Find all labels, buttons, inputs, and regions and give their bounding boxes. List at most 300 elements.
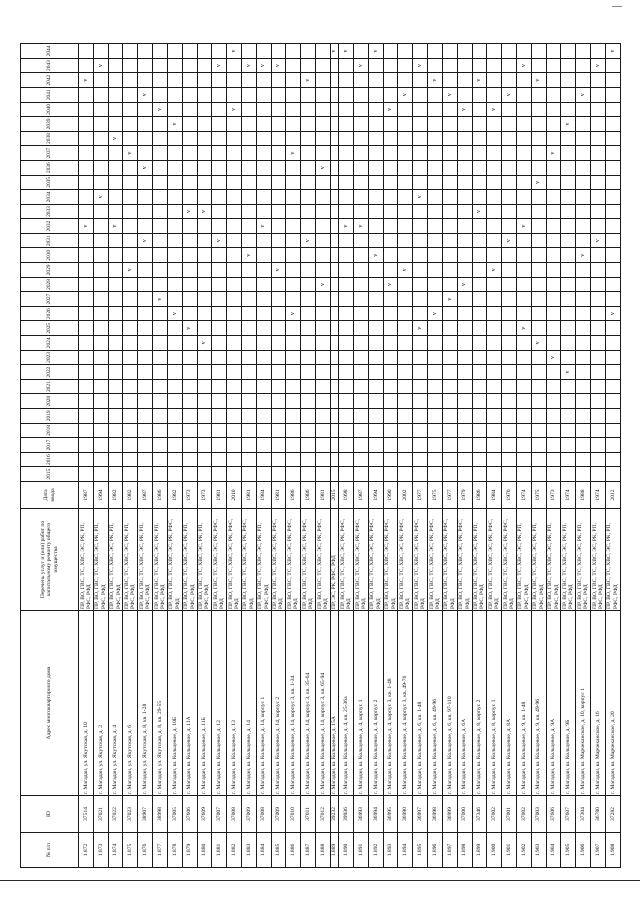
year-cell-2035 [339, 175, 354, 190]
year-cell-2016 [167, 452, 182, 467]
year-cell-2025 [502, 321, 517, 336]
year-cell-2021 [79, 379, 94, 394]
year-cell-2038 [531, 131, 546, 146]
table-row [138, 44, 153, 868]
address-cell: г. Магадан, ш. Кольцевое, д. 9Б [561, 611, 576, 796]
commission-date-cell: 1979 [457, 482, 472, 509]
house-id-cell: 37606 [546, 796, 561, 833]
services-cell: ПР, ВО, ГВС, ТС, ХВС, ЭС, РК, РФС, РФД [212, 509, 227, 611]
year-cell-2039 [286, 117, 301, 132]
year-cell-2032 [167, 219, 182, 234]
year-cell-2026 [605, 306, 620, 321]
year-cell-2019 [138, 409, 153, 424]
year-cell-2041 [605, 87, 620, 102]
year-cell-2018 [271, 423, 286, 438]
services-cell: ПР, ВО, ГВС, ТС, ХВС, ЭС, РК, РП, РФС, РФД [472, 509, 487, 611]
year-cell-2025 [428, 321, 443, 336]
year-cell-2037 [398, 146, 413, 161]
header-year-2016: 2016 [21, 452, 79, 467]
year-cell-2031 [330, 233, 338, 248]
year-cell-2023 [457, 350, 472, 365]
year-cell-2035 [605, 175, 620, 190]
year-cell-2029 [339, 263, 354, 278]
year-cell-2025 [413, 321, 428, 336]
year-cell-2030 [368, 248, 383, 263]
year-cell-2024 [330, 336, 338, 351]
services-cell: ПР, ВО, ГВС, ТС, ХВС, ЭС, РК, РФС, РФД [354, 509, 369, 611]
repair-mark: v [201, 210, 208, 214]
year-cell-2031 [138, 233, 153, 248]
repair-mark: v [290, 312, 297, 316]
year-cell-2020 [212, 394, 227, 409]
year-cell-2015 [546, 467, 561, 482]
year-cell-2028 [167, 277, 182, 292]
year-cell-2015 [271, 467, 286, 482]
year-cell-2018 [108, 423, 123, 438]
row-number-cell: 1.875 [123, 833, 138, 868]
year-cell-2036 [398, 160, 413, 175]
year-cell-2022 [212, 365, 227, 380]
year-cell-2035 [256, 175, 271, 190]
year-cell-2020 [93, 394, 108, 409]
year-cell-2034 [561, 190, 576, 205]
year-cell-2023 [330, 350, 338, 365]
year-cell-2035 [561, 175, 576, 190]
commission-date-cell: 1994 [368, 482, 383, 509]
year-cell-2016 [502, 452, 517, 467]
year-cell-2044 [457, 44, 472, 59]
year-cell-2031 [301, 233, 316, 248]
header-year-2034: 2034 [21, 190, 79, 205]
year-cell-2027 [339, 292, 354, 307]
year-cell-2025 [561, 321, 576, 336]
year-cell-2030 [330, 248, 338, 263]
year-cell-2039 [502, 117, 517, 132]
address-cell: г. Магадан, ш. Кольцевое, д. 6, кв. 97-110 [442, 611, 457, 796]
year-cell-2037 [123, 146, 138, 161]
year-cell-2029 [442, 263, 457, 278]
house-id-cell: 37346 [472, 796, 487, 833]
year-cell-2034 [531, 190, 546, 205]
commission-date-cell: 1986 [153, 482, 168, 509]
year-cell-2042 [368, 73, 383, 88]
year-cell-2022 [383, 365, 398, 380]
year-cell-2037 [167, 146, 182, 161]
house-id-cell: 39232 [330, 796, 338, 833]
year-cell-2043 [561, 58, 576, 73]
commission-date-cell: 1982 [123, 482, 138, 509]
house-id-cell: 37011 [301, 796, 316, 833]
year-cell-2029 [383, 263, 398, 278]
year-cell-2020 [576, 394, 591, 409]
services-cell: ПР, ВО, ГВС, ТС, ХВС, ЭС, РК, РП, РФС, РФД [182, 509, 197, 611]
year-cell-2036 [227, 160, 242, 175]
year-cell-2028 [561, 277, 576, 292]
year-cell-2036 [182, 160, 197, 175]
year-cell-2044 [354, 44, 369, 59]
repair-mark: v [594, 64, 601, 68]
year-cell-2044 [227, 44, 242, 59]
header-year-2015: 2015 [21, 467, 79, 482]
commission-date-cell: 1977 [442, 482, 457, 509]
year-cell-2026 [546, 306, 561, 321]
year-cell-2035 [271, 175, 286, 190]
commission-date-cell: 1981 [241, 482, 256, 509]
year-cell-2027 [182, 292, 197, 307]
year-cell-2032 [316, 219, 331, 234]
year-cell-2036 [301, 160, 316, 175]
year-cell-2043 [502, 58, 517, 73]
year-cell-2042 [339, 73, 354, 88]
year-cell-2020 [197, 394, 212, 409]
year-cell-2017 [182, 438, 197, 453]
year-cell-2029 [316, 263, 331, 278]
year-cell-2038 [576, 131, 591, 146]
year-cell-2019 [398, 409, 413, 424]
year-cell-2028 [457, 277, 472, 292]
year-cell-2038 [271, 131, 286, 146]
year-cell-2038 [413, 131, 428, 146]
year-cell-2025 [605, 321, 620, 336]
year-cell-2029 [212, 263, 227, 278]
year-cell-2035 [330, 175, 338, 190]
year-cell-2016 [212, 452, 227, 467]
repair-mark: v [201, 341, 208, 345]
year-cell-2015 [605, 467, 620, 482]
year-cell-2026 [516, 306, 531, 321]
commission-date-cell: 1981 [271, 482, 286, 509]
commission-date-cell: 1986 [286, 482, 301, 509]
year-cell-2016 [153, 452, 168, 467]
year-cell-2023 [383, 350, 398, 365]
year-cell-2026 [301, 306, 316, 321]
year-cell-2037 [368, 146, 383, 161]
year-cell-2022 [79, 365, 94, 380]
year-cell-2021 [368, 379, 383, 394]
year-cell-2015 [197, 467, 212, 482]
year-cell-2041 [383, 87, 398, 102]
year-cell-2040 [316, 102, 331, 117]
year-cell-2041 [93, 87, 108, 102]
year-cell-2036 [546, 160, 561, 175]
year-cell-2037 [108, 146, 123, 161]
year-cell-2038 [316, 131, 331, 146]
services-cell: ПР, ВО, ГВС, ТС, ХВС, ЭС, РК, РФС, РФД [227, 509, 242, 611]
year-cell-2034 [212, 190, 227, 205]
year-cell-2029 [502, 263, 517, 278]
year-cell-2028 [241, 277, 256, 292]
row-number-cell: 1.876 [138, 833, 153, 868]
repair-mark: v [304, 239, 311, 243]
year-cell-2028 [301, 277, 316, 292]
year-cell-2026 [138, 306, 153, 321]
year-cell-2031 [398, 233, 413, 248]
row-number-cell: 1.902 [516, 833, 531, 868]
year-cell-2037 [330, 146, 338, 161]
year-cell-2015 [442, 467, 457, 482]
year-cell-2021 [93, 379, 108, 394]
year-cell-2043 [227, 58, 242, 73]
year-cell-2044 [153, 44, 168, 59]
year-cell-2020 [108, 394, 123, 409]
year-cell-2024 [153, 336, 168, 351]
row-number-cell: 1.872 [79, 833, 94, 868]
year-cell-2018 [605, 423, 620, 438]
year-cell-2043 [138, 58, 153, 73]
year-cell-2033 [591, 204, 606, 219]
year-cell-2039 [197, 117, 212, 132]
year-cell-2042 [605, 73, 620, 88]
year-cell-2021 [286, 379, 301, 394]
year-cell-2017 [428, 438, 443, 453]
year-cell-2026 [227, 306, 242, 321]
repair-mark: v [357, 224, 364, 228]
address-cell: г. Магадан, ш. Кольцевое, д. 8, корпус 1 [487, 611, 502, 796]
year-cell-2038 [108, 131, 123, 146]
year-cell-2036 [428, 160, 443, 175]
year-cell-2028 [153, 277, 168, 292]
year-cell-2015 [487, 467, 502, 482]
year-cell-2030 [546, 248, 561, 263]
year-cell-2024 [502, 336, 517, 351]
year-cell-2044 [472, 44, 487, 59]
year-cell-2034 [316, 190, 331, 205]
year-cell-2038 [398, 131, 413, 146]
year-cell-2038 [591, 131, 606, 146]
year-cell-2016 [256, 452, 271, 467]
year-cell-2016 [316, 452, 331, 467]
row-number-cell: 1.906 [576, 833, 591, 868]
table-row [212, 44, 227, 868]
year-cell-2020 [339, 394, 354, 409]
table-row [182, 44, 197, 868]
year-cell-2016 [138, 452, 153, 467]
year-cell-2043 [271, 58, 286, 73]
address-cell: г. Магадан, ш. Кольцевое, д. 4, корпус 3, кв. 49-76 [398, 611, 413, 796]
year-cell-2027 [516, 292, 531, 307]
year-cell-2019 [212, 409, 227, 424]
year-cell-2019 [182, 409, 197, 424]
year-cell-2042 [516, 73, 531, 88]
year-cell-2016 [241, 452, 256, 467]
year-cell-2039 [212, 117, 227, 132]
table-row [256, 44, 271, 868]
year-cell-2021 [442, 379, 457, 394]
year-cell-2033 [301, 204, 316, 219]
year-cell-2026 [197, 306, 212, 321]
table-body [79, 44, 621, 868]
year-cell-2024 [167, 336, 182, 351]
table-row [339, 44, 354, 868]
year-cell-2044 [330, 44, 338, 59]
year-cell-2028 [546, 277, 561, 292]
year-cell-2023 [93, 350, 108, 365]
year-cell-2019 [428, 409, 443, 424]
repair-mark: v [97, 195, 104, 199]
address-cell: г. Магадан, ш. Кольцевое, д. 6А [457, 611, 472, 796]
address-cell: г. Магадан, ш. Кольцевое, д. 11А [182, 611, 197, 796]
year-cell-2034 [442, 190, 457, 205]
row-number-cell: 1.874 [108, 833, 123, 868]
row-number-cell: 1.893 [383, 833, 398, 868]
year-cell-2019 [383, 409, 398, 424]
house-id-cell: 37005 [167, 796, 182, 833]
house-id-cell: 39936 [339, 796, 354, 833]
year-cell-2025 [153, 321, 168, 336]
year-cell-2036 [502, 160, 517, 175]
year-cell-2023 [153, 350, 168, 365]
year-cell-2030 [197, 248, 212, 263]
repair-mark: v [535, 78, 542, 82]
year-cell-2017 [316, 438, 331, 453]
year-cell-2040 [487, 102, 502, 117]
year-cell-2042 [487, 73, 502, 88]
year-cell-2016 [546, 452, 561, 467]
year-cell-2018 [398, 423, 413, 438]
address-cell: г. Магадан, ш. Кольцевое, д. 6, кв. 49-96 [428, 611, 443, 796]
year-cell-2017 [212, 438, 227, 453]
services-cell: ПР, ВО, ГВС, ТС, ХВС, ЭС, РК, РП, РФС, РФД [605, 509, 620, 611]
year-cell-2020 [79, 394, 94, 409]
year-cell-2027 [502, 292, 517, 307]
house-id-cell: 36994 [368, 796, 383, 833]
year-cell-2032 [339, 219, 354, 234]
year-cell-2017 [383, 438, 398, 453]
year-cell-2023 [286, 350, 301, 365]
year-cell-2031 [79, 233, 94, 248]
year-cell-2015 [502, 467, 517, 482]
year-cell-2020 [286, 394, 301, 409]
year-cell-2015 [354, 467, 369, 482]
year-cell-2033 [442, 204, 457, 219]
year-cell-2030 [316, 248, 331, 263]
year-cell-2017 [271, 438, 286, 453]
year-cell-2037 [605, 146, 620, 161]
year-cell-2027 [286, 292, 301, 307]
year-cell-2024 [316, 336, 331, 351]
year-cell-2017 [413, 438, 428, 453]
header-year-2039: 2039 [21, 117, 79, 132]
year-cell-2033 [330, 204, 338, 219]
year-cell-2024 [457, 336, 472, 351]
year-cell-2035 [79, 175, 94, 190]
year-cell-2037 [182, 146, 197, 161]
year-cell-2030 [472, 248, 487, 263]
year-cell-2040 [197, 102, 212, 117]
year-cell-2038 [354, 131, 369, 146]
house-id-cell: 37010 [286, 796, 301, 833]
year-cell-2038 [339, 131, 354, 146]
year-cell-2030 [212, 248, 227, 263]
year-cell-2024 [368, 336, 383, 351]
row-number-cell: 1.899 [472, 833, 487, 868]
year-cell-2044 [502, 44, 517, 59]
year-cell-2034 [241, 190, 256, 205]
year-cell-2020 [605, 394, 620, 409]
year-cell-2025 [227, 321, 242, 336]
year-cell-2032 [605, 219, 620, 234]
year-cell-2041 [472, 87, 487, 102]
year-cell-2042 [167, 73, 182, 88]
year-cell-2035 [316, 175, 331, 190]
year-cell-2029 [368, 263, 383, 278]
services-cell: ПР, ВО, ГВС, ТС, ХВС, ЭС, РК, РП, РФС, РФД [591, 509, 606, 611]
year-cell-2017 [457, 438, 472, 453]
year-cell-2016 [428, 452, 443, 467]
year-cell-2028 [93, 277, 108, 292]
year-cell-2037 [138, 146, 153, 161]
year-cell-2032 [442, 219, 457, 234]
year-cell-2021 [561, 379, 576, 394]
year-cell-2044 [79, 44, 94, 59]
house-id-cell: 37002 [487, 796, 502, 833]
year-cell-2024 [591, 336, 606, 351]
year-cell-2025 [368, 321, 383, 336]
year-cell-2044 [167, 44, 182, 59]
services-cell: ПР, ВО, ГВС, ТС, ХВС, ЭС, РК, РФС, РФД [487, 509, 502, 611]
year-cell-2027 [576, 292, 591, 307]
year-cell-2035 [227, 175, 242, 190]
services-cell: ПР, ВО, ГВС, ТС, ХВС, ЭС, РК, РП, РФС, РФД [531, 509, 546, 611]
year-cell-2019 [576, 409, 591, 424]
year-cell-2042 [354, 73, 369, 88]
year-cell-2017 [531, 438, 546, 453]
repair-mark: v [565, 122, 572, 126]
year-cell-2028 [79, 277, 94, 292]
repair-mark: v [156, 107, 163, 111]
year-cell-2022 [457, 365, 472, 380]
year-cell-2027 [398, 292, 413, 307]
year-cell-2025 [212, 321, 227, 336]
year-cell-2028 [428, 277, 443, 292]
year-cell-2021 [227, 379, 242, 394]
year-cell-2035 [167, 175, 182, 190]
year-cell-2023 [487, 350, 502, 365]
year-cell-2036 [123, 160, 138, 175]
header-year-2026: 2026 [21, 306, 79, 321]
year-cell-2028 [576, 277, 591, 292]
commission-date-cell: 1984 [487, 482, 502, 509]
repair-mark: v [520, 326, 527, 330]
header-year-2035: 2035 [21, 175, 79, 190]
year-cell-2019 [502, 409, 517, 424]
year-cell-2037 [227, 146, 242, 161]
address-cell: г. Магадан, ш. Марчеканское, д. 16 [591, 611, 606, 796]
year-cell-2020 [316, 394, 331, 409]
table-row [197, 44, 212, 868]
year-cell-2018 [339, 423, 354, 438]
year-cell-2044 [271, 44, 286, 59]
year-cell-2016 [398, 452, 413, 467]
year-cell-2025 [108, 321, 123, 336]
year-cell-2022 [487, 365, 502, 380]
year-cell-2041 [398, 87, 413, 102]
house-id-cell: 37000 [457, 796, 472, 833]
year-cell-2030 [605, 248, 620, 263]
year-cell-2030 [487, 248, 502, 263]
year-cell-2029 [271, 263, 286, 278]
year-cell-2024 [271, 336, 286, 351]
year-cell-2027 [413, 292, 428, 307]
commission-date-cell: 1974 [561, 482, 576, 509]
year-cell-2032 [138, 219, 153, 234]
year-cell-2023 [591, 350, 606, 365]
repair-mark: v [319, 282, 326, 286]
address-cell: г. Магадан, ш. Кольцевое, д. 9А [546, 611, 561, 796]
year-cell-2031 [316, 233, 331, 248]
year-cell-2025 [271, 321, 286, 336]
year-cell-2025 [442, 321, 457, 336]
